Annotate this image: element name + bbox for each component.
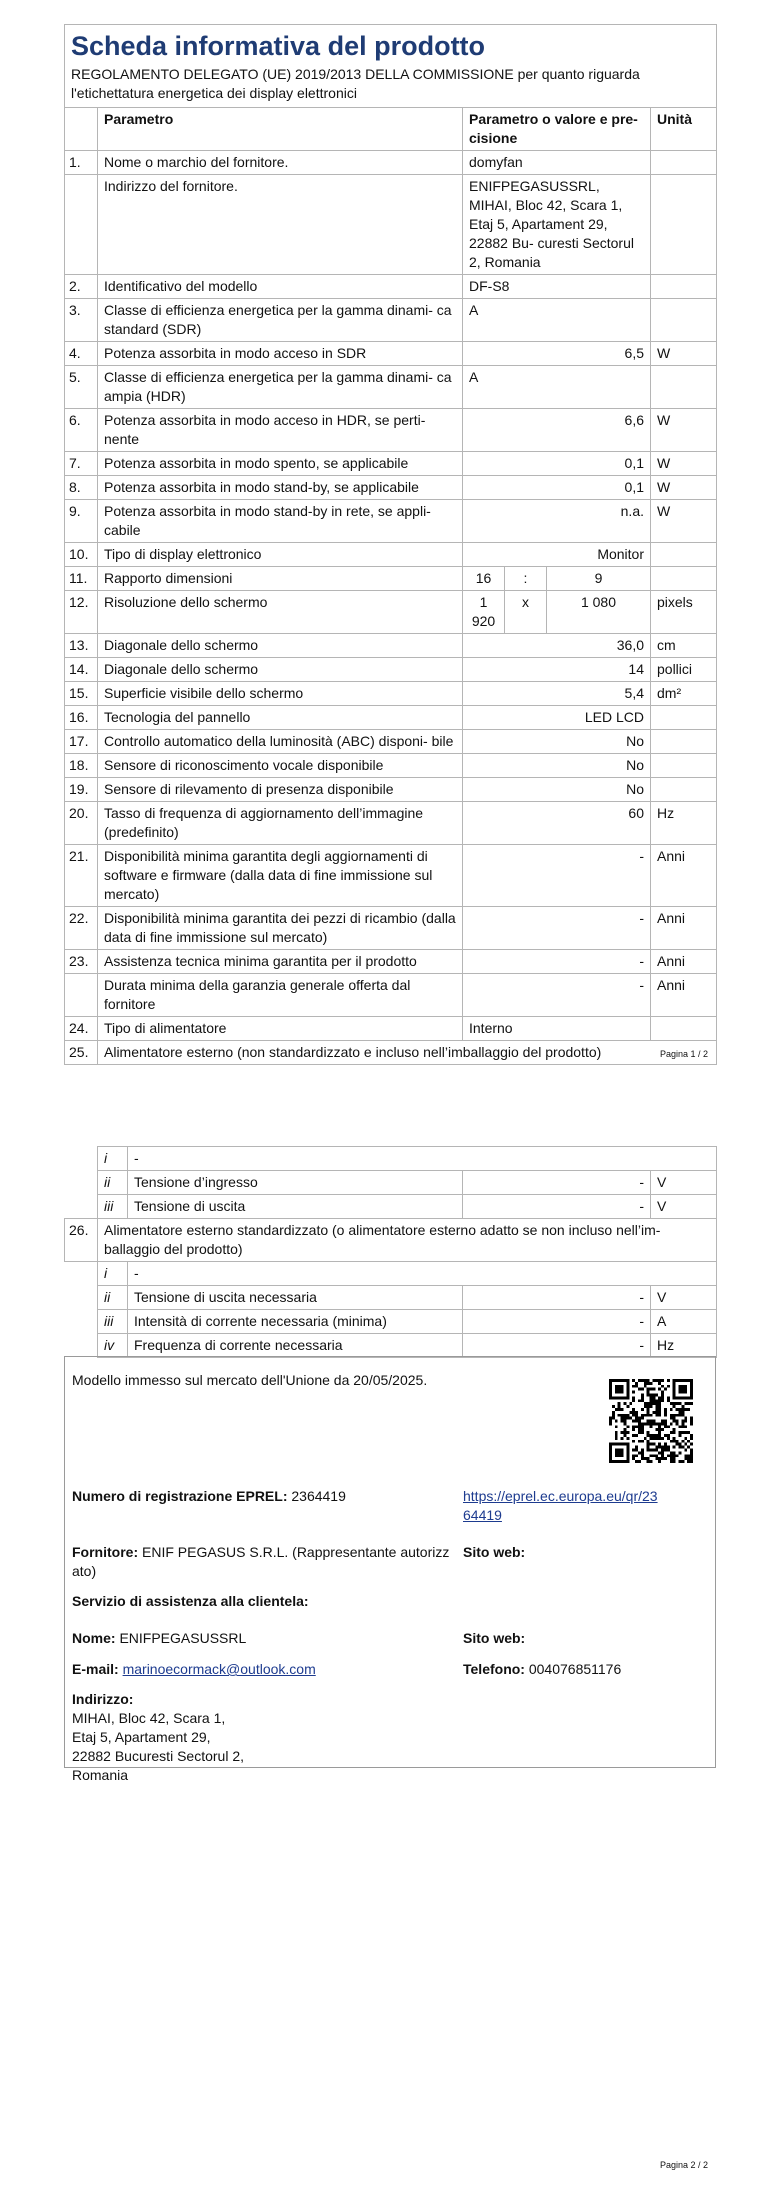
phone-label: Telefono: <box>463 1661 525 1677</box>
table-row: 26. Alimentatore esterno standardizzato (o alimentatore esterno adatto se non incluso nell’im- ballaggio del prodotto) <box>65 1219 717 1262</box>
table-row: 23. Assistenza tecnica minima garantita per il prodotto - Anni <box>65 950 717 974</box>
sub-row: iii Tensione di uscita - V <box>65 1195 717 1219</box>
table-row: 2. Identificativo del modello DF-S8 <box>65 275 717 299</box>
table-row: 3. Classe di efficienza energetica per la gamma dinami- ca standard (SDR) A <box>65 299 717 342</box>
table-row: 7. Potenza assorbita in modo spento, se applicabile 0,1 W <box>65 452 717 476</box>
table-row: 11. Rapporto dimensioni 16 : 9 <box>65 567 717 591</box>
col-header-unit: Unità <box>651 108 717 151</box>
sub-row: i - <box>65 1147 717 1171</box>
table-row: 17. Controllo automatico della luminosità (ABC) disponi- bile No <box>65 730 717 754</box>
table-row: 14. Diagonale dello schermo 14 pollici <box>65 658 717 682</box>
sub-row: ii Tensione di uscita necessaria - V <box>65 1286 717 1310</box>
page-title: Scheda informativa del prodotto <box>65 25 717 64</box>
table-row: 15. Superficie visibile dello schermo 5,4 dm² <box>65 682 717 706</box>
table-row: 6. Potenza assorbita in modo acceso in HDR, se perti- nente 6,6 W <box>65 409 717 452</box>
supplier-name-cont: ato) <box>72 1563 97 1579</box>
eprel-label: Numero di registrazione EPREL: <box>72 1488 288 1504</box>
supplier-label: Fornitore: <box>72 1544 139 1560</box>
table-row: 20. Tasso di frequenza di aggiornamento dell’immagine (predefinito) 60 Hz <box>65 802 717 845</box>
table-row: 18. Sensore di riconoscimento vocale disponibile No <box>65 754 717 778</box>
table-row: 8. Potenza assorbita in modo stand-by, se applicabile 0,1 W <box>65 476 717 500</box>
sub-row: ii Tensione d’ingresso - V <box>65 1171 717 1195</box>
address-block: MIHAI, Bloc 42, Scara 1, Etaj 5, Apartament 29, 22882 Bucuresti Sectorul 2, Romania <box>72 1710 244 1783</box>
table-row: 22. Disponibilità minima garantita dei pezzi di ricambio (dalla data di fine immissione sul mercato) - Anni <box>65 907 717 950</box>
product-info-table <box>64 24 717 1065</box>
table-row: 13. Diagonale dello schermo 36,0 cm <box>65 634 717 658</box>
eprel-number: 2364419 <box>291 1488 346 1504</box>
page-1 <box>64 24 716 1065</box>
qr-code-icon[interactable] <box>609 1379 693 1463</box>
sub-row: iv Frequenza di corrente necessaria - Hz <box>65 1334 717 1358</box>
col-header-value: Parametro o valore e pre- cisione <box>463 108 651 151</box>
page-2 <box>64 1146 716 1358</box>
name-label: Nome: <box>72 1630 116 1646</box>
table-header-row <box>65 108 717 151</box>
sub-row: i - <box>65 1262 717 1286</box>
col-header-parameter: Parametro <box>98 108 463 151</box>
page-number: Pagina 1 / 2 <box>660 1049 709 1059</box>
table-row: Indirizzo del fornitore. ENIFPEGASUSSRL, MIHAI, Bloc 42, Scara 1, Etaj 5, Apartament 29, 22882 Bu- curesti Sectorul 2, Romania <box>65 175 717 275</box>
table-row: 12. Risoluzione dello schermo 1 920 x 1 080 pixels <box>65 591 717 634</box>
address-label: Indirizzo: <box>72 1691 134 1707</box>
table-row: 5. Classe di efficienza energetica per la gamma dinami- ca ampia (HDR) A <box>65 366 717 409</box>
table-row: 24. Tipo di alimentatore Interno <box>65 1017 717 1041</box>
table-row: 10. Tipo di display elettronico Monitor <box>65 543 717 567</box>
phone-number: 004076851176 <box>528 1661 622 1677</box>
customer-service-heading: Servizio di assistenza alla clientela: <box>72 1593 309 1609</box>
table-row: 25. Alimentatore esterno (non standardizzato e incluso nell’imballaggio del prodotto) <box>65 1041 717 1065</box>
table-row: 19. Sensore di rilevamento di presenza disponibile No <box>65 778 717 802</box>
service-name: ENIFPEGASUSSRL <box>119 1630 247 1646</box>
power-supply-table <box>64 1146 717 1358</box>
service-website-label: Sito web: <box>463 1630 526 1646</box>
table-row: 4. Potenza assorbita in modo acceso in SDR 6,5 W <box>65 342 717 366</box>
table-row: 1. Nome o marchio del fornitore. domyfan <box>65 151 717 175</box>
email-link[interactable]: marinoecormack@outlook.com <box>122 1661 316 1677</box>
table-row: 21. Disponibilità minima garantita degli aggiornamenti di software e firmware (dalla data di fine immissione sul mercato) - Anni <box>65 845 717 907</box>
supplier-name: ENIF PEGASUS S.R.L. (Rappresentante autorizz <box>142 1544 450 1560</box>
market-date-text: Modello immesso sul mercato dell'Unione da 20/05/2025. <box>72 1372 428 1388</box>
table-row: 9. Potenza assorbita in modo stand-by in rete, se appli- cabile n.a. W <box>65 500 717 543</box>
sub-row: iii Intensità di corrente necessaria (minima) - A <box>65 1310 717 1334</box>
email-label: E-mail: <box>72 1661 119 1677</box>
website-label: Sito web: <box>463 1544 526 1560</box>
table-row: 16. Tecnologia del pannello LED LCD <box>65 706 717 730</box>
eprel-link[interactable]: https://eprel.ec.europa.eu/qr/23 64419 <box>463 1488 658 1523</box>
table-row: Durata minima della garanzia generale offerta dal fornitore - Anni <box>65 974 717 1017</box>
regulation-text: REGOLAMENTO DELEGATO (UE) 2019/2013 DELLA COMMISSIONE per quanto riguarda l'etichettatura energetica dei display elettronici <box>65 63 717 108</box>
supplier-info-box <box>64 1356 716 1783</box>
page-number: Pagina 2 / 2 <box>660 2160 709 2170</box>
